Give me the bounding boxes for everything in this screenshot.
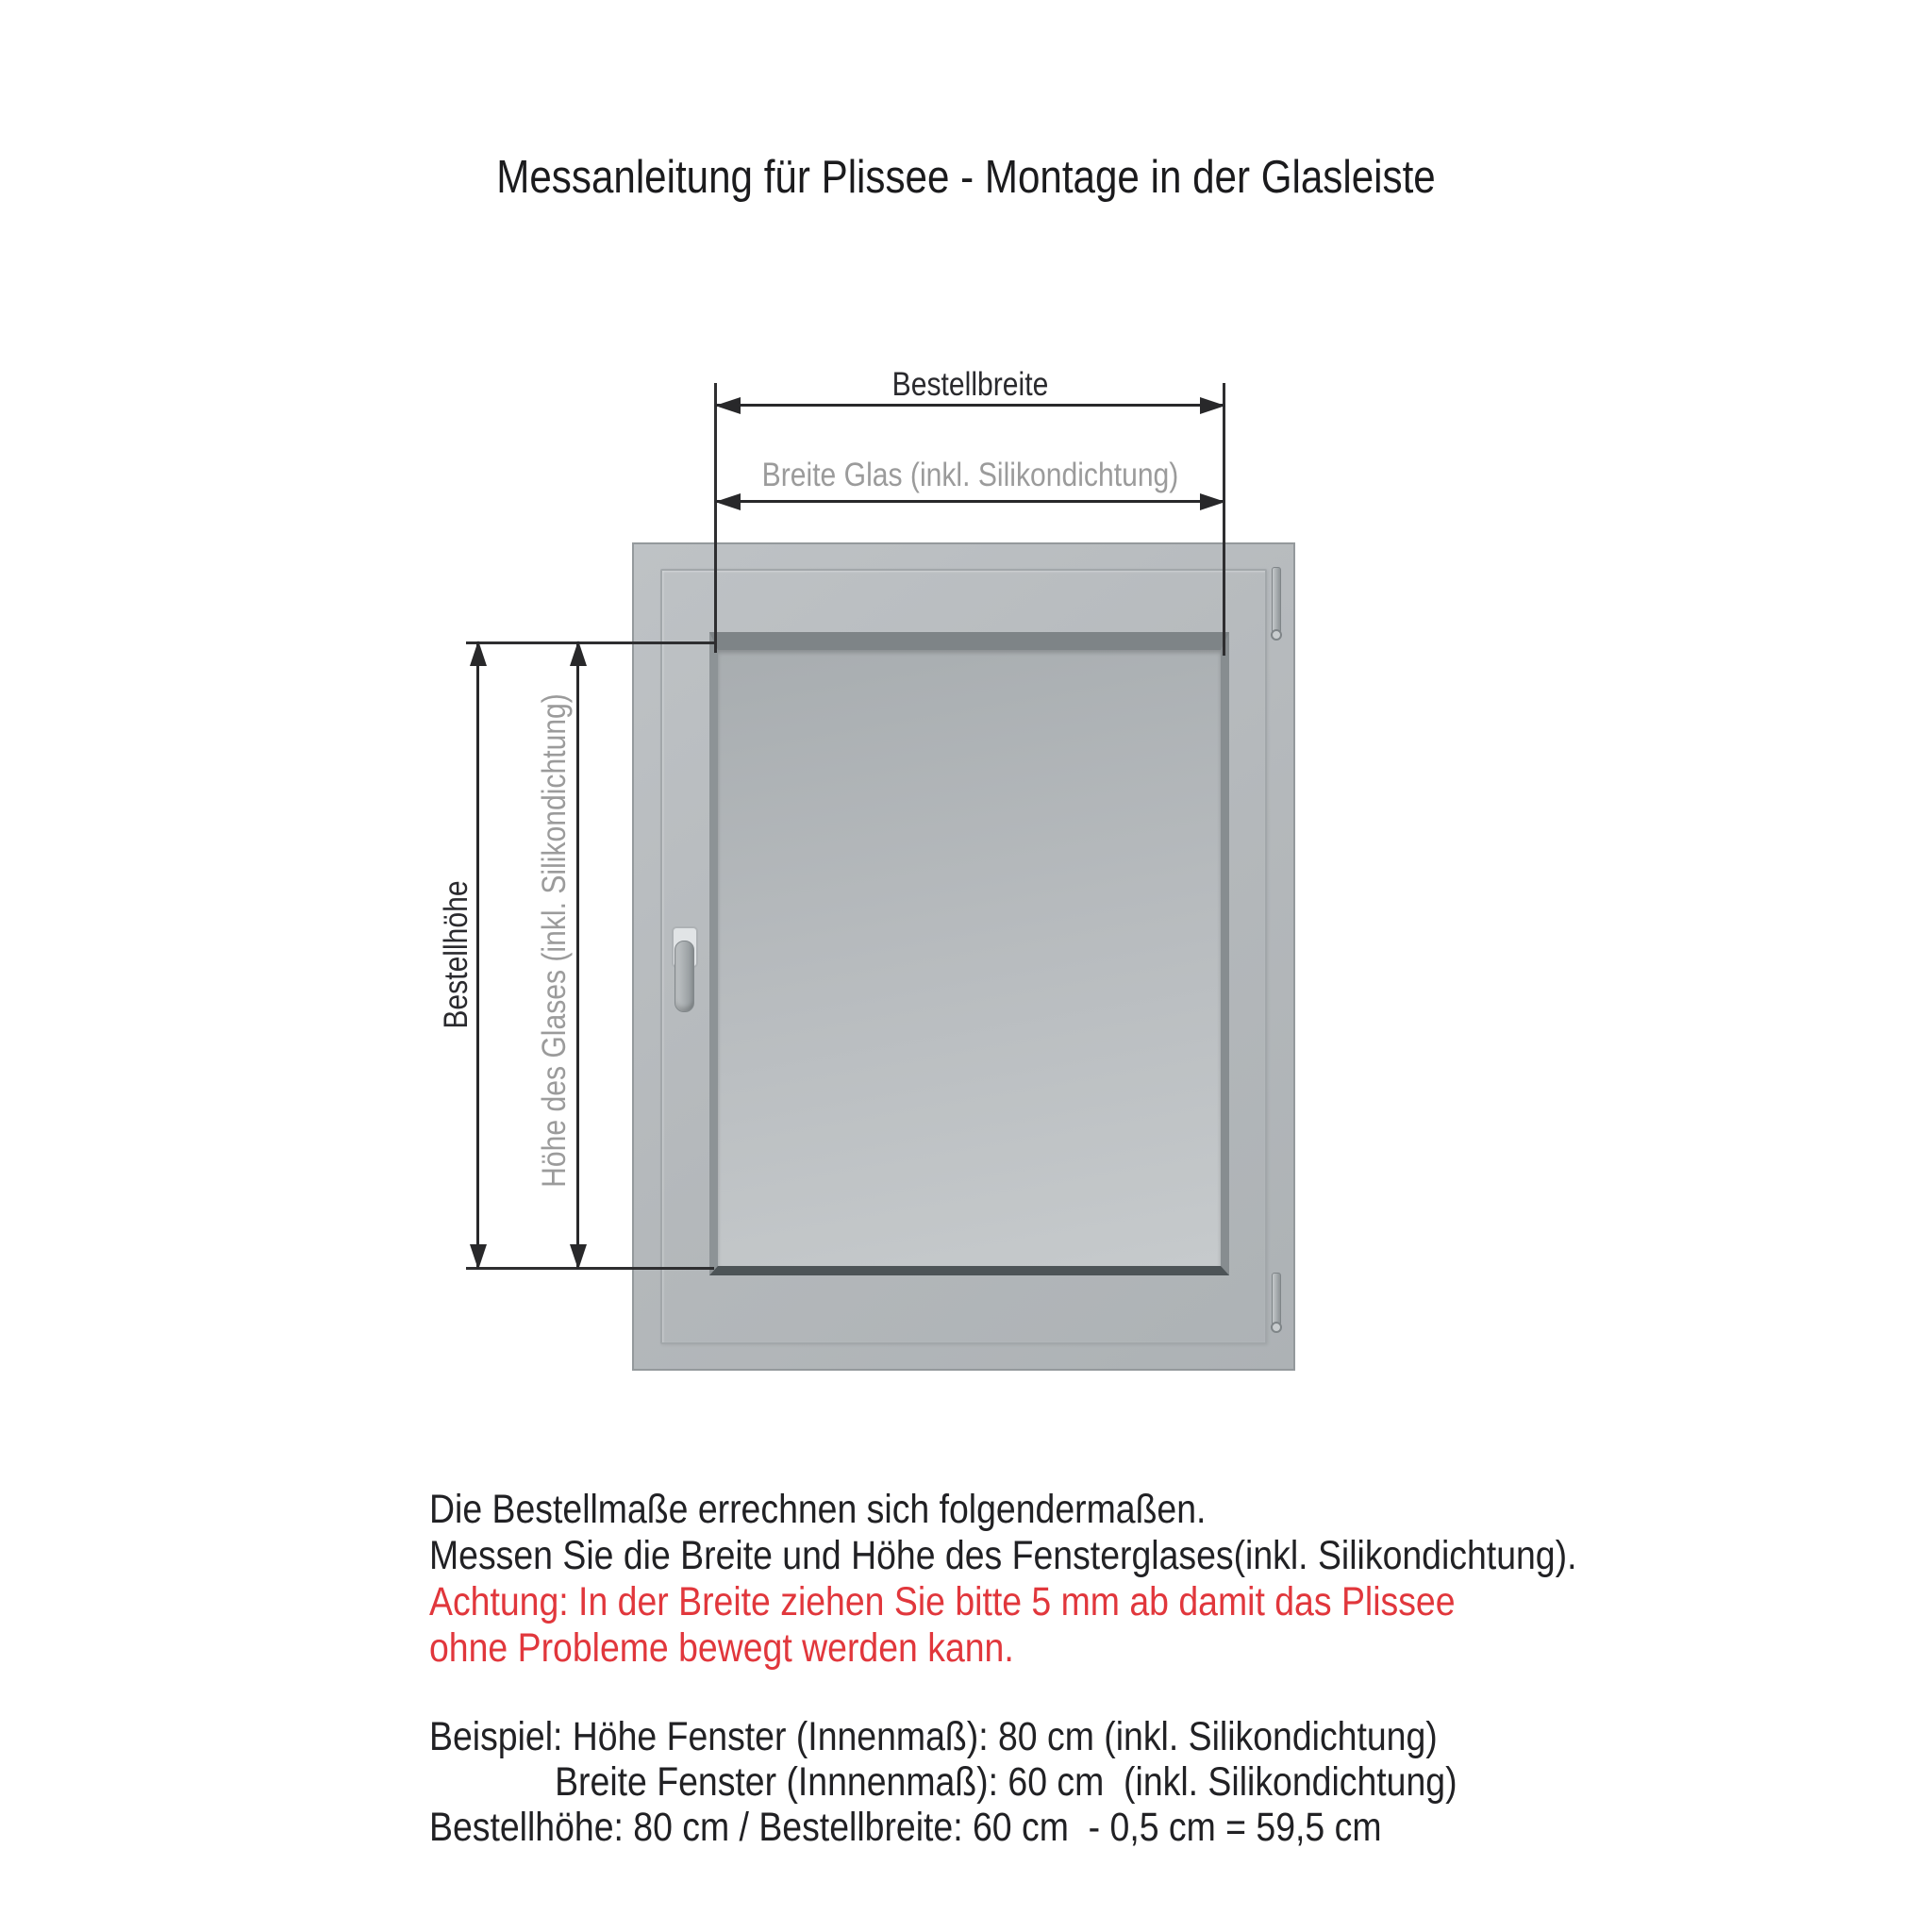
order-height-arrow xyxy=(476,641,479,1269)
glass-height-label: Höhe des Glases (inkl. Silikondichtung) xyxy=(536,693,573,1188)
window-illustration xyxy=(632,542,1295,1371)
glass-width-arrow xyxy=(716,500,1224,503)
window-hinge-bottom xyxy=(1272,1273,1281,1325)
example-line: Beispiel: Höhe Fenster (Innenmaß): 80 cm (inkl. Silikondichtung) xyxy=(429,1714,1438,1759)
instructions-block xyxy=(429,1487,1576,1672)
window-hinge-top xyxy=(1272,567,1281,633)
warning-line: ohne Probleme bewegt werden kann. xyxy=(429,1625,1014,1671)
extension-line-glass-right xyxy=(1223,383,1225,656)
glass-height-arrow xyxy=(576,641,579,1269)
glass-width-label: Breite Glas (inkl. Silikondichtung) xyxy=(761,457,1179,493)
instruction-line: Die Bestellmaße errechnen sich folgendermaßen. xyxy=(429,1487,1207,1532)
example-line: Breite Fenster (Innnenmaß): 60 cm (inkl. Silikondichtung) xyxy=(555,1759,1457,1805)
order-width-label: Bestellbreite xyxy=(891,366,1049,403)
instruction-line: Messen Sie die Breite und Höhe des Fensterglases(inkl. Silikondichtung). xyxy=(429,1533,1577,1578)
order-width-arrow xyxy=(716,404,1224,407)
window-glass xyxy=(718,650,1221,1266)
page-title: Messanleitung für Plissee - Montage in der Glasleiste xyxy=(496,152,1436,203)
extension-line-glass-top xyxy=(466,641,714,644)
extension-line-glass-bottom xyxy=(466,1267,714,1270)
extension-line-glass-left xyxy=(714,383,717,653)
window-handle xyxy=(675,941,694,1012)
window-glass-bead xyxy=(709,632,1229,1275)
warning-line: Achtung: In der Breite ziehen Sie bitte 5 mm ab damit das Plissee xyxy=(429,1579,1456,1624)
example-block xyxy=(429,1714,1457,1850)
order-height-label: Bestellhöhe xyxy=(438,880,475,1029)
example-line: Bestellhöhe: 80 cm / Bestellbreite: 60 cm - 0,5 cm = 59,5 cm xyxy=(429,1805,1382,1850)
